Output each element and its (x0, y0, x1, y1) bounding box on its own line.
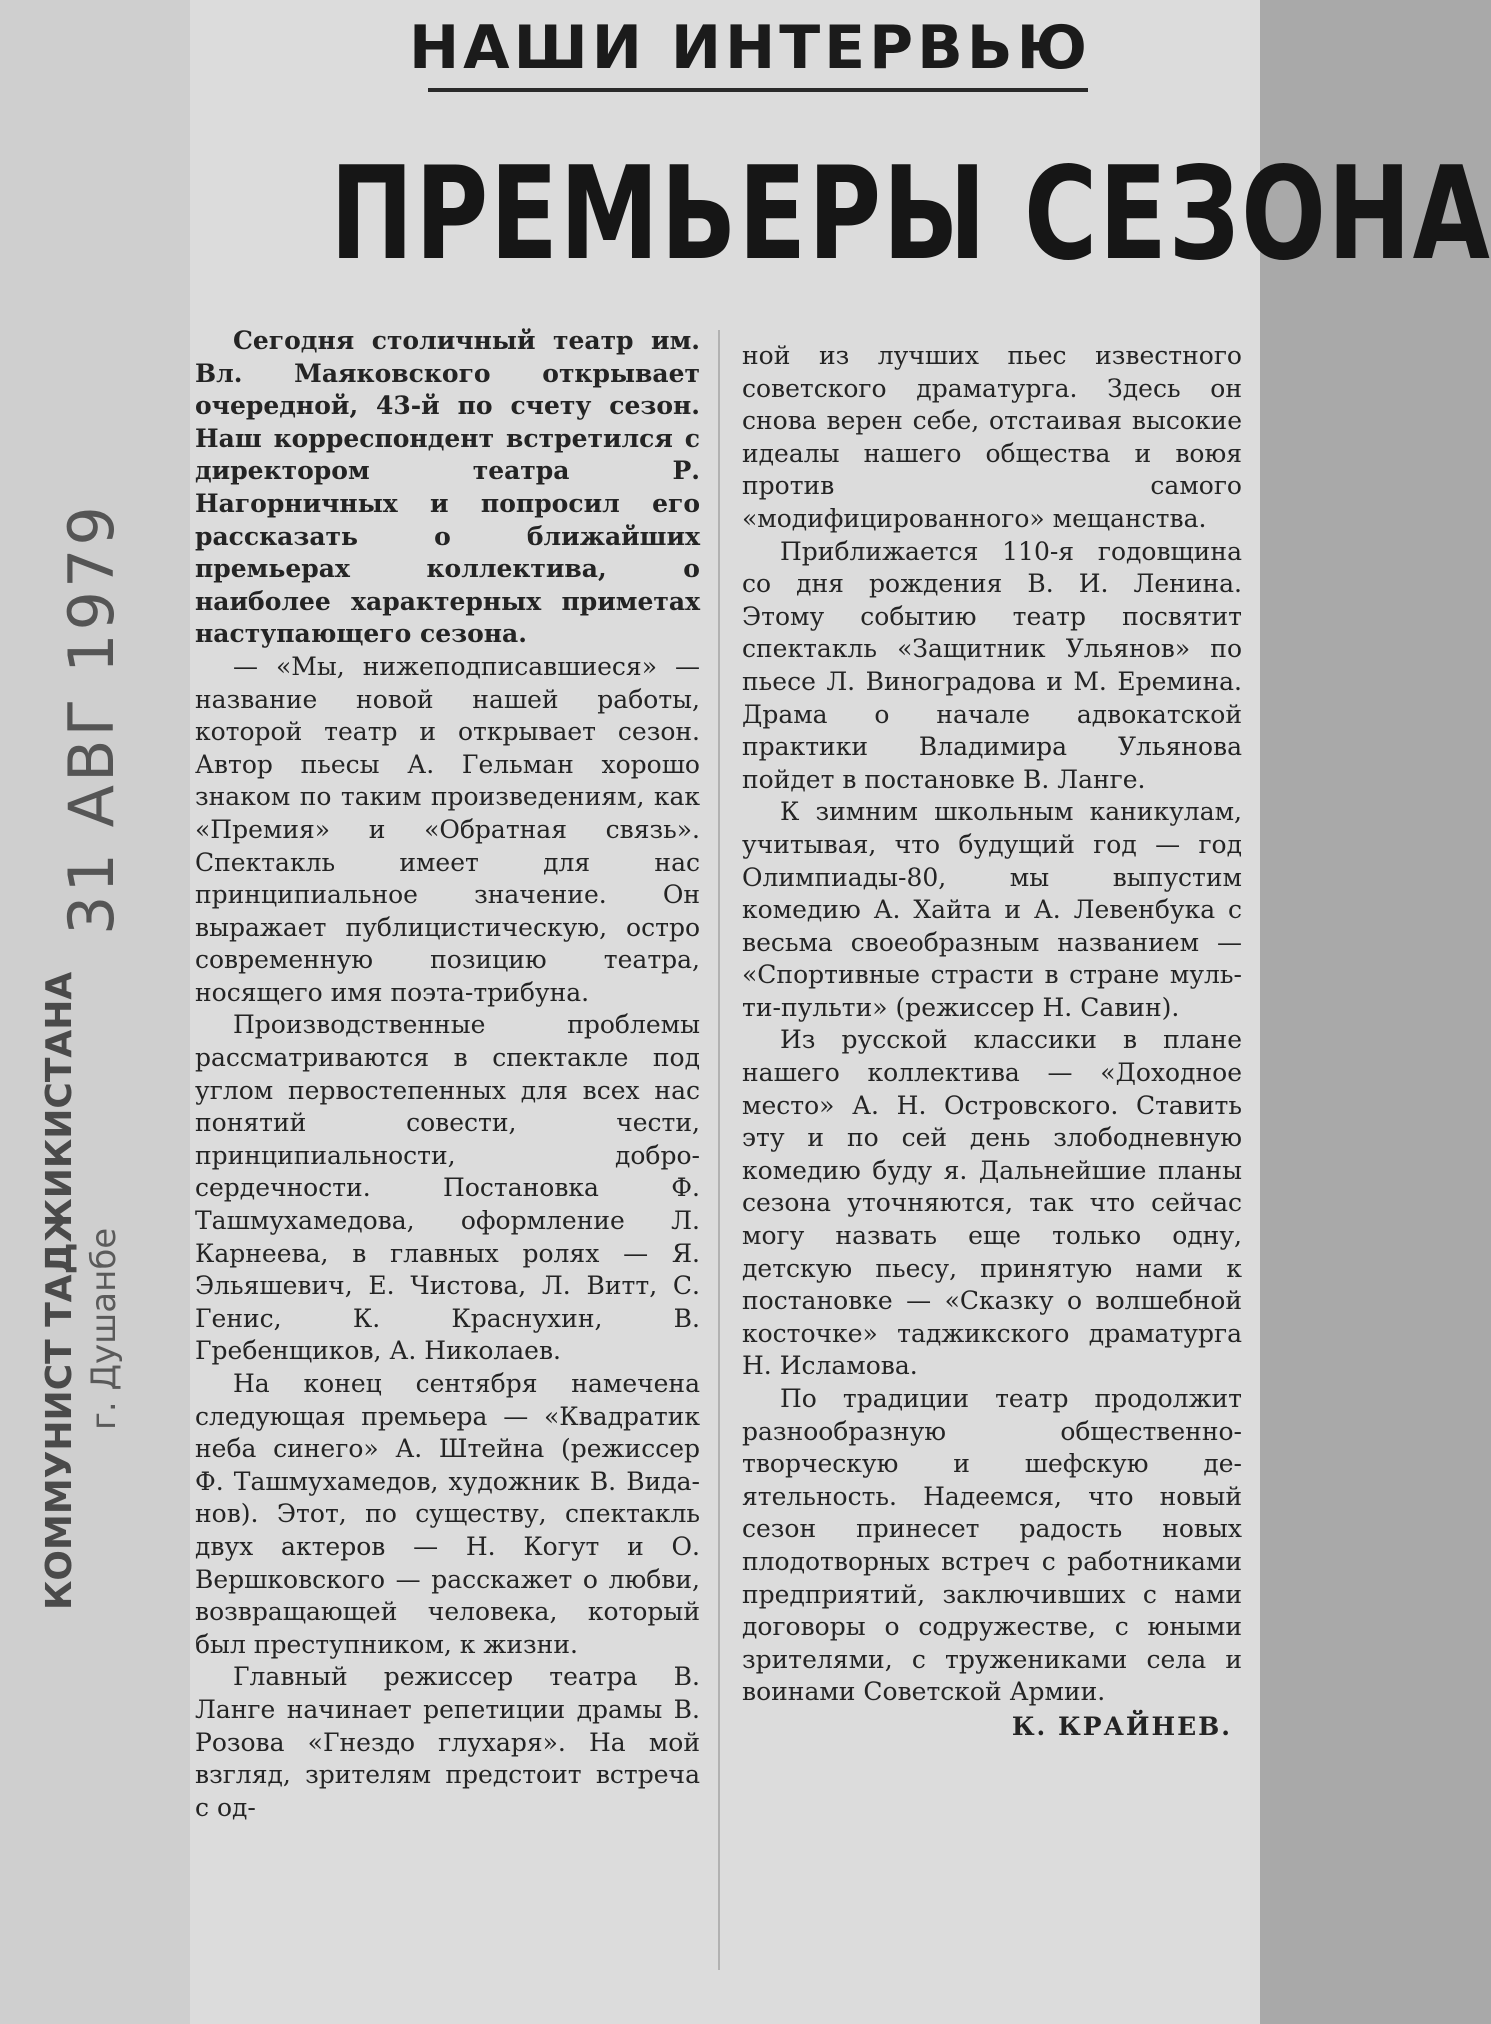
newspaper-name-stamp: КОММУНИСТ ТАДЖИКИСТАНА (39, 971, 80, 1610)
right-column (742, 340, 1242, 1744)
paragraph: Производственные проблемы рассматриваются в спектакле под углом первостепенных для всех нас понятий совести, чести, принципиальности, добросердечности. Постановка Ф. Ташмухамедова, оформление Л. Карнеева, в главных ролях — Я. Эльяшевич, Е. Чистова, Л. Витт, С. Генис, К. Краснухин, В. Гребенщиков, А. Николаев. (195, 1010, 700, 1366)
paragraph: Главный режиссер театра В. Ланге начинает репетиции драмы В. Розова «Гнездо глухаря». На мой взгляд, зрителям предстоит встреча с од- (195, 1662, 700, 1822)
lead-paragraph: Сегодня столичный театр им. Вл. Маяковского открывает очередной, 43-й по счету сезон. Наш корреспондент встретился с директором театра Р. Нагорничных и попросил его рассказать о ближайших премьерах коллектива, о наиболее характерных приметах наступающего сезона. (195, 326, 700, 649)
paragraph: — «Мы, нижеподписавшиеся» — название новой нашей работы, которой театр и открывает сезон. Автор пьесы А. Гельман хорошо знаком по таким произведениям, как «Премия» и «Обратная связь». Спектакль имеет для нас принципиальное значение. Он выражает публицистическую, остро современную позицию театра, носящего имя поэта-трибуна. (195, 651, 700, 1007)
rubric-title: НАШИ ИНТЕРВЬЮ (408, 13, 1092, 83)
column-divider (718, 330, 720, 1970)
city-stamp: г. Душанбе (84, 1227, 124, 1430)
paragraph: Из русской классики в плане нашего коллектива — «Доходное место» А. Н. Островского. Ставить эту и по сей день злободневную комедию буду я. Дальнейшие планы сезона уточняются, так что сейчас могу назвать еще только одну, детскую пьесу, принятую нами к постановке — «Сказку о волшебной косточке» таджикского драматурга Н. Исламова. (742, 1025, 1242, 1381)
author-signature: К. КРАЙНЕВ. (1011, 1711, 1232, 1741)
paragraph: По традиции театр продолжит разнообразную общественно-творческую и шефскую деятельность. Надеемся, что новый сезон принесет радость новых плодотворных встреч с работниками предприятий, заключивших с нами договоры о содружестве, с юными зрителями, с тружениками села и воинами Советской Армии. (742, 1384, 1242, 1707)
paragraph: К зимним школьным каникулам, учитывая, что будущий год — год Олимпиады-80, мы выпустим комедию А. Хайта и А. Левенбука с весьма своеобразным названием — «Спортивные страсти в стране мульти-пульти» (режиссер Н. Савин). (742, 797, 1242, 1022)
paragraph: Приближается 110-я годовщина со дня рождения В. И. Ленина. Этому событию театр посвятит спектакль «Защитник Ульянов» по пьесе Л. Виноградова и М. Еремина. Драма о начале адвокатской практики Владимира Ульянова пойдет в постановке В. Ланге. (742, 536, 1242, 794)
paragraph: На конец сентября намечена следующая премьера — «Квадратик неба синего» А. Штейна (режиссер Ф. Ташмухамедов, художник В. Виданов). Этот, по существу, спектакль двух актеров — Н. Когут и О. Вершковского — расскажет о любви, возвращающей человека, который был преступником, к жизни. (195, 1369, 700, 1659)
date-stamp: 31 АВГ 1979 (55, 503, 128, 935)
rubric-underline (428, 88, 1088, 92)
article-headline: ПРЕМЬЕРЫ СЕЗОНА (330, 140, 1491, 289)
paragraph: ной из лучших пьес известного советского драматурга. Здесь он снова верен себе, отстаивая высокие идеалы нашего общества и воюя против самого «модифицированного» мещанства. (742, 341, 1242, 533)
left-column (195, 325, 700, 1824)
